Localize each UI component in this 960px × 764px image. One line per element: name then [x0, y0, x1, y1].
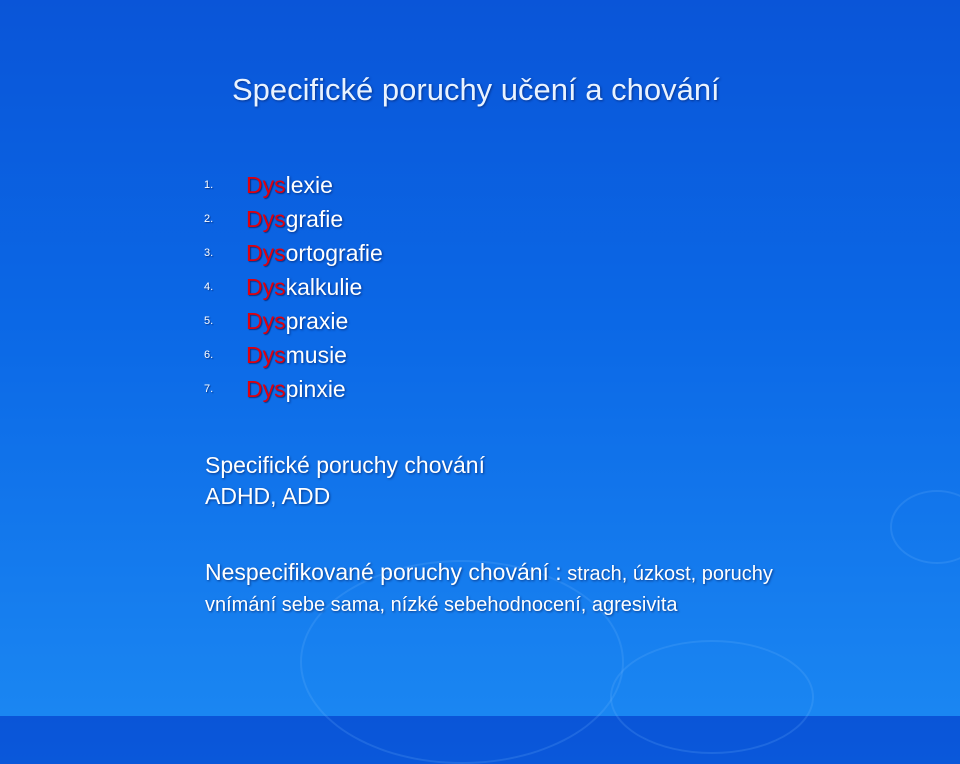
item-suffix: grafie: [285, 205, 344, 232]
item-number: 4.: [204, 281, 214, 293]
item-prefix: Dys: [246, 273, 286, 300]
slide-title: Specifické poruchy učení a chování: [232, 72, 720, 107]
item-prefix: Dys: [246, 171, 286, 198]
item-suffix: musie: [285, 341, 347, 368]
item-suffix: pinxie: [285, 375, 346, 402]
nonspecific-heading: Nespecifikované poruchy chování :: [205, 559, 562, 585]
item-suffix: ortografie: [285, 239, 383, 266]
item-number: 2.: [204, 213, 214, 225]
behavior-heading: Specifické poruchy chování: [205, 452, 485, 478]
item-suffix: praxie: [285, 307, 349, 334]
nonspecific-line-1: [205, 557, 773, 590]
item-prefix: Dys: [246, 205, 286, 232]
list-item: [204, 202, 383, 236]
list-item: [204, 236, 383, 270]
item-prefix: Dys: [246, 375, 286, 402]
item-prefix: Dys: [246, 239, 286, 266]
list-item: [204, 270, 383, 304]
background-ripple: [610, 640, 814, 754]
list-item: [204, 304, 383, 338]
item-number: 6.: [204, 349, 214, 361]
behavior-section: [205, 450, 485, 512]
item-number: 3.: [204, 247, 214, 259]
learning-disorders-list: [204, 168, 383, 406]
nonspecific-line-2: vnímání sebe sama, nízké sebehodnocení, agresivita: [205, 594, 678, 616]
list-item: [204, 168, 383, 202]
behavior-items: ADHD, ADD: [205, 483, 331, 509]
item-suffix: lexie: [285, 171, 333, 198]
item-number: 5.: [204, 315, 214, 327]
list-item: [204, 338, 383, 372]
list-item: [204, 372, 383, 406]
nonspecific-items-start: strach, úzkost, poruchy: [561, 563, 773, 585]
item-number: 1.: [204, 179, 214, 191]
background-ripple: [890, 490, 960, 564]
item-number: 7.: [204, 383, 214, 395]
item-prefix: Dys: [246, 307, 286, 334]
nonspecific-section: [205, 557, 773, 621]
item-suffix: kalkulie: [285, 273, 363, 300]
item-prefix: Dys: [246, 341, 286, 368]
